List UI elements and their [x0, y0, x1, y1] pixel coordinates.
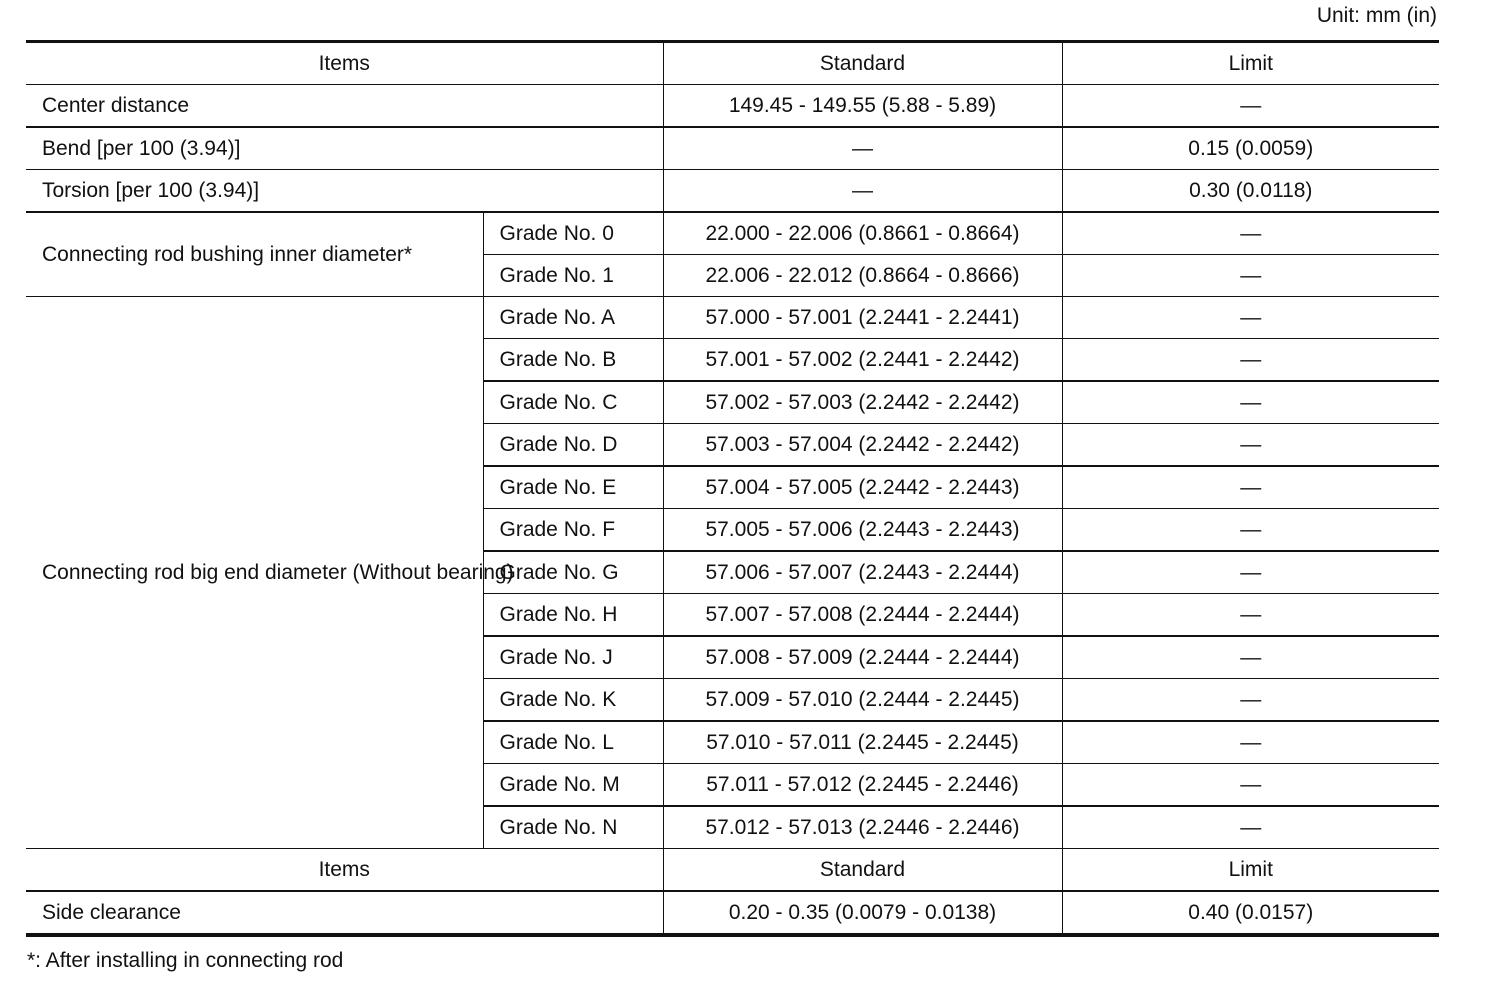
row-standard: —	[663, 170, 1062, 213]
grade-label: Grade No. A	[483, 297, 663, 339]
grade-label: Grade No. E	[483, 466, 663, 509]
grade-standard: 57.006 - 57.007 (2.2443 - 2.2444)	[663, 551, 1062, 594]
grade-label: Grade No. F	[483, 509, 663, 552]
grade-label: Grade No. 1	[483, 255, 663, 297]
grade-standard: 57.003 - 57.004 (2.2442 - 2.2442)	[663, 424, 1062, 467]
grade-label: Grade No. B	[483, 339, 663, 382]
footnote: *: After installing in connecting rod	[27, 949, 344, 972]
header-row-2	[26, 849, 1439, 892]
grade-standard: 57.009 - 57.010 (2.2444 - 2.2445)	[663, 679, 1062, 722]
row-limit: —	[1062, 85, 1439, 128]
row-limit: 0.15 (0.0059)	[1062, 127, 1439, 170]
row-item: Torsion [per 100 (3.94)]	[26, 170, 663, 213]
table-row	[26, 891, 1439, 935]
grade-limit: —	[1062, 255, 1439, 297]
header-items: Items	[26, 42, 663, 85]
row-standard: 149.45 - 149.55 (5.88 - 5.89)	[663, 85, 1062, 128]
header-items: Items	[26, 849, 663, 892]
table-row	[26, 85, 1439, 128]
row-standard: —	[663, 127, 1062, 170]
header-row	[26, 42, 1439, 85]
grade-standard: 57.008 - 57.009 (2.2444 - 2.2444)	[663, 636, 1062, 679]
header-standard: Standard	[663, 42, 1062, 85]
header-limit: Limit	[1062, 42, 1439, 85]
header-standard: Standard	[663, 849, 1062, 892]
grade-limit: —	[1062, 339, 1439, 382]
grade-label: Grade No. C	[483, 381, 663, 424]
grade-standard: 22.000 - 22.006 (0.8661 - 0.8664)	[663, 212, 1062, 255]
grade-standard: 57.005 - 57.006 (2.2443 - 2.2443)	[663, 509, 1062, 552]
table-row	[26, 127, 1439, 170]
grade-label: Grade No. N	[483, 806, 663, 849]
grade-standard: 57.002 - 57.003 (2.2442 - 2.2442)	[663, 381, 1062, 424]
grade-limit: —	[1062, 636, 1439, 679]
grade-standard: 57.000 - 57.001 (2.2441 - 2.2441)	[663, 297, 1062, 339]
grade-limit: —	[1062, 679, 1439, 722]
big-end-item: Connecting rod big end diameter (Without bearing)	[26, 297, 483, 849]
grade-label: Grade No. K	[483, 679, 663, 722]
grade-standard: 57.011 - 57.012 (2.2445 - 2.2446)	[663, 764, 1062, 807]
grade-label: Grade No. M	[483, 764, 663, 807]
grade-label: Grade No. D	[483, 424, 663, 467]
table-row	[26, 297, 1439, 339]
grade-standard: 22.006 - 22.012 (0.8664 - 0.8666)	[663, 255, 1062, 297]
header-limit: Limit	[1062, 849, 1439, 892]
row-limit: 0.30 (0.0118)	[1062, 170, 1439, 213]
table-row	[26, 170, 1439, 213]
grade-standard: 57.001 - 57.002 (2.2441 - 2.2442)	[663, 339, 1062, 382]
grade-limit: —	[1062, 297, 1439, 339]
grade-label: Grade No. 0	[483, 212, 663, 255]
connecting-rod-spec-table	[26, 40, 1439, 937]
row-item: Center distance	[26, 85, 663, 128]
grade-limit: —	[1062, 764, 1439, 807]
grade-limit: —	[1062, 466, 1439, 509]
grade-standard: 57.010 - 57.011 (2.2445 - 2.2445)	[663, 721, 1062, 764]
grade-label: Grade No. L	[483, 721, 663, 764]
grade-limit: —	[1062, 424, 1439, 467]
grade-limit: —	[1062, 509, 1439, 552]
grade-limit: —	[1062, 551, 1439, 594]
bushing-item: Connecting rod bushing inner diameter*	[26, 212, 483, 297]
grade-label: Grade No. J	[483, 636, 663, 679]
grade-limit: —	[1062, 594, 1439, 637]
grade-standard: 57.004 - 57.005 (2.2442 - 2.2443)	[663, 466, 1062, 509]
grade-limit: —	[1062, 721, 1439, 764]
unit-label: Unit: mm (in)	[1316, 4, 1437, 27]
grade-limit: —	[1062, 806, 1439, 849]
row-limit: 0.40 (0.0157)	[1062, 891, 1439, 935]
grade-limit: —	[1062, 212, 1439, 255]
grade-standard: 57.012 - 57.013 (2.2446 - 2.2446)	[663, 806, 1062, 849]
grade-label: Grade No. H	[483, 594, 663, 637]
row-item: Side clearance	[26, 891, 663, 935]
grade-limit: —	[1062, 381, 1439, 424]
row-item: Bend [per 100 (3.94)]	[26, 127, 663, 170]
table-row	[26, 212, 1439, 255]
grade-standard: 57.007 - 57.008 (2.2444 - 2.2444)	[663, 594, 1062, 637]
row-standard: 0.20 - 0.35 (0.0079 - 0.0138)	[663, 891, 1062, 935]
grade-label: Grade No. G	[483, 551, 663, 594]
